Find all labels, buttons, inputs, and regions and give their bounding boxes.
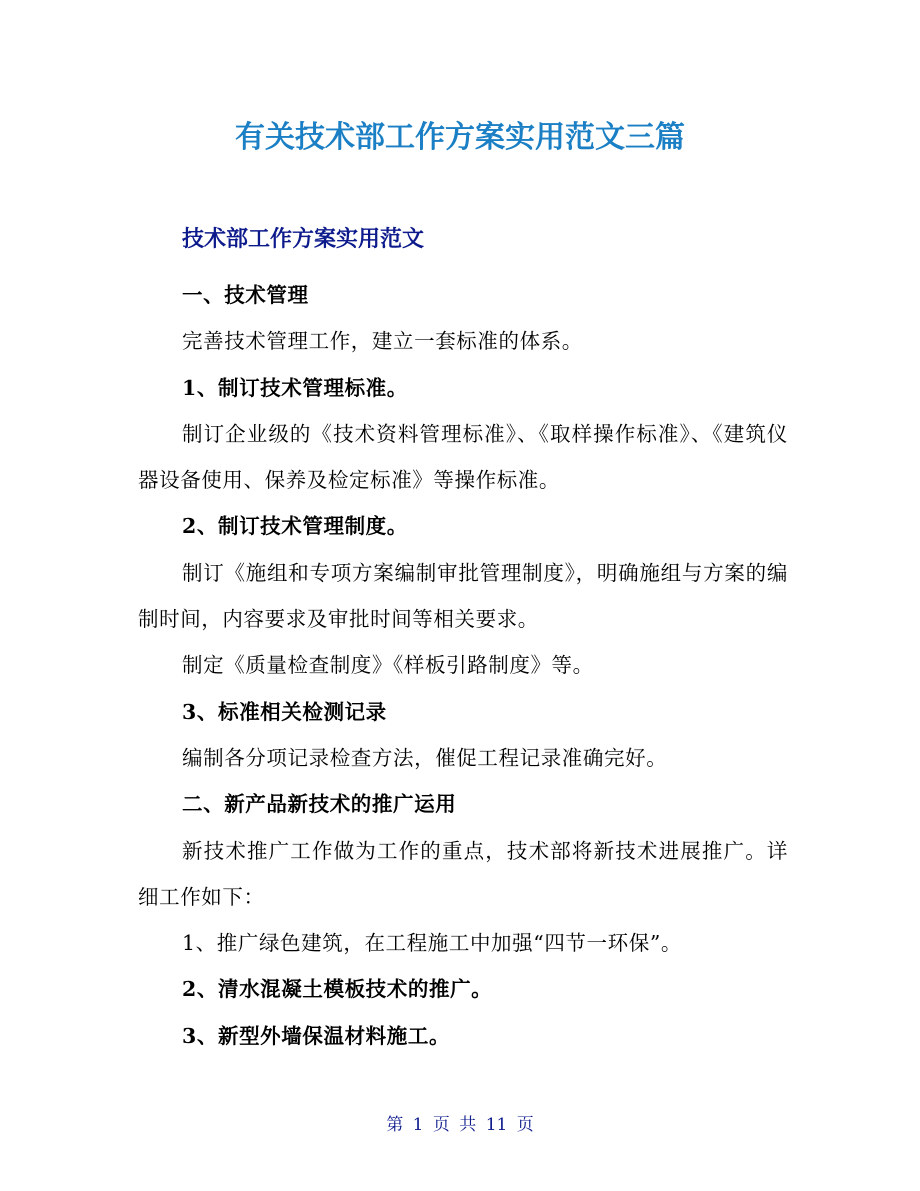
paragraph: 制订企业级的《技术资料管理标准》、《取样操作标准》、《建筑仪器设备使用、保养及检定标准》等操作标准。 [138, 421, 788, 493]
paragraph: 新技术推广工作做为工作的重点，技术部将新技术进展推广。详细工作如下： [138, 838, 788, 909]
paragraph: 1、推广绿色建筑，在工程施工中加强“四节一环保”。 [182, 931, 683, 956]
heading-technical-management: 一、技术管理 [182, 283, 309, 307]
document-title: 有关技术部工作方案实用范文三篇 [235, 120, 685, 155]
paragraph: 制定《质量检查制度》《样板引路制度》等。 [182, 653, 594, 678]
heading-new-technology: 二、新产品新技术的推广运用 [182, 792, 457, 817]
section-title: 技术部工作方案实用范文 [182, 227, 425, 252]
paragraph: 编制各分项记录检查方法，催促工程记录准确完好。 [182, 745, 668, 770]
subheading: 3、标准相关检测记录 [182, 699, 387, 724]
subheading: 1、制订技术管理标准。 [182, 375, 408, 400]
subheading: 3、新型外墙保温材料施工。 [182, 1023, 451, 1048]
paragraph: 完善技术管理工作，建立一套标准的体系。 [182, 329, 583, 354]
subheading: 2、清水混凝土模板技术的推广。 [182, 977, 493, 1002]
page-footer: 第 1 页 共 11 页 [386, 1115, 534, 1135]
subheading: 2、制订技术管理制度。 [182, 514, 408, 539]
document-body [138, 272, 788, 1059]
paragraph: 制订《施组和专项方案编制审批管理制度》，明确施组与方案的编制时间，内容要求及审批时间等相关要求。 [138, 560, 788, 632]
